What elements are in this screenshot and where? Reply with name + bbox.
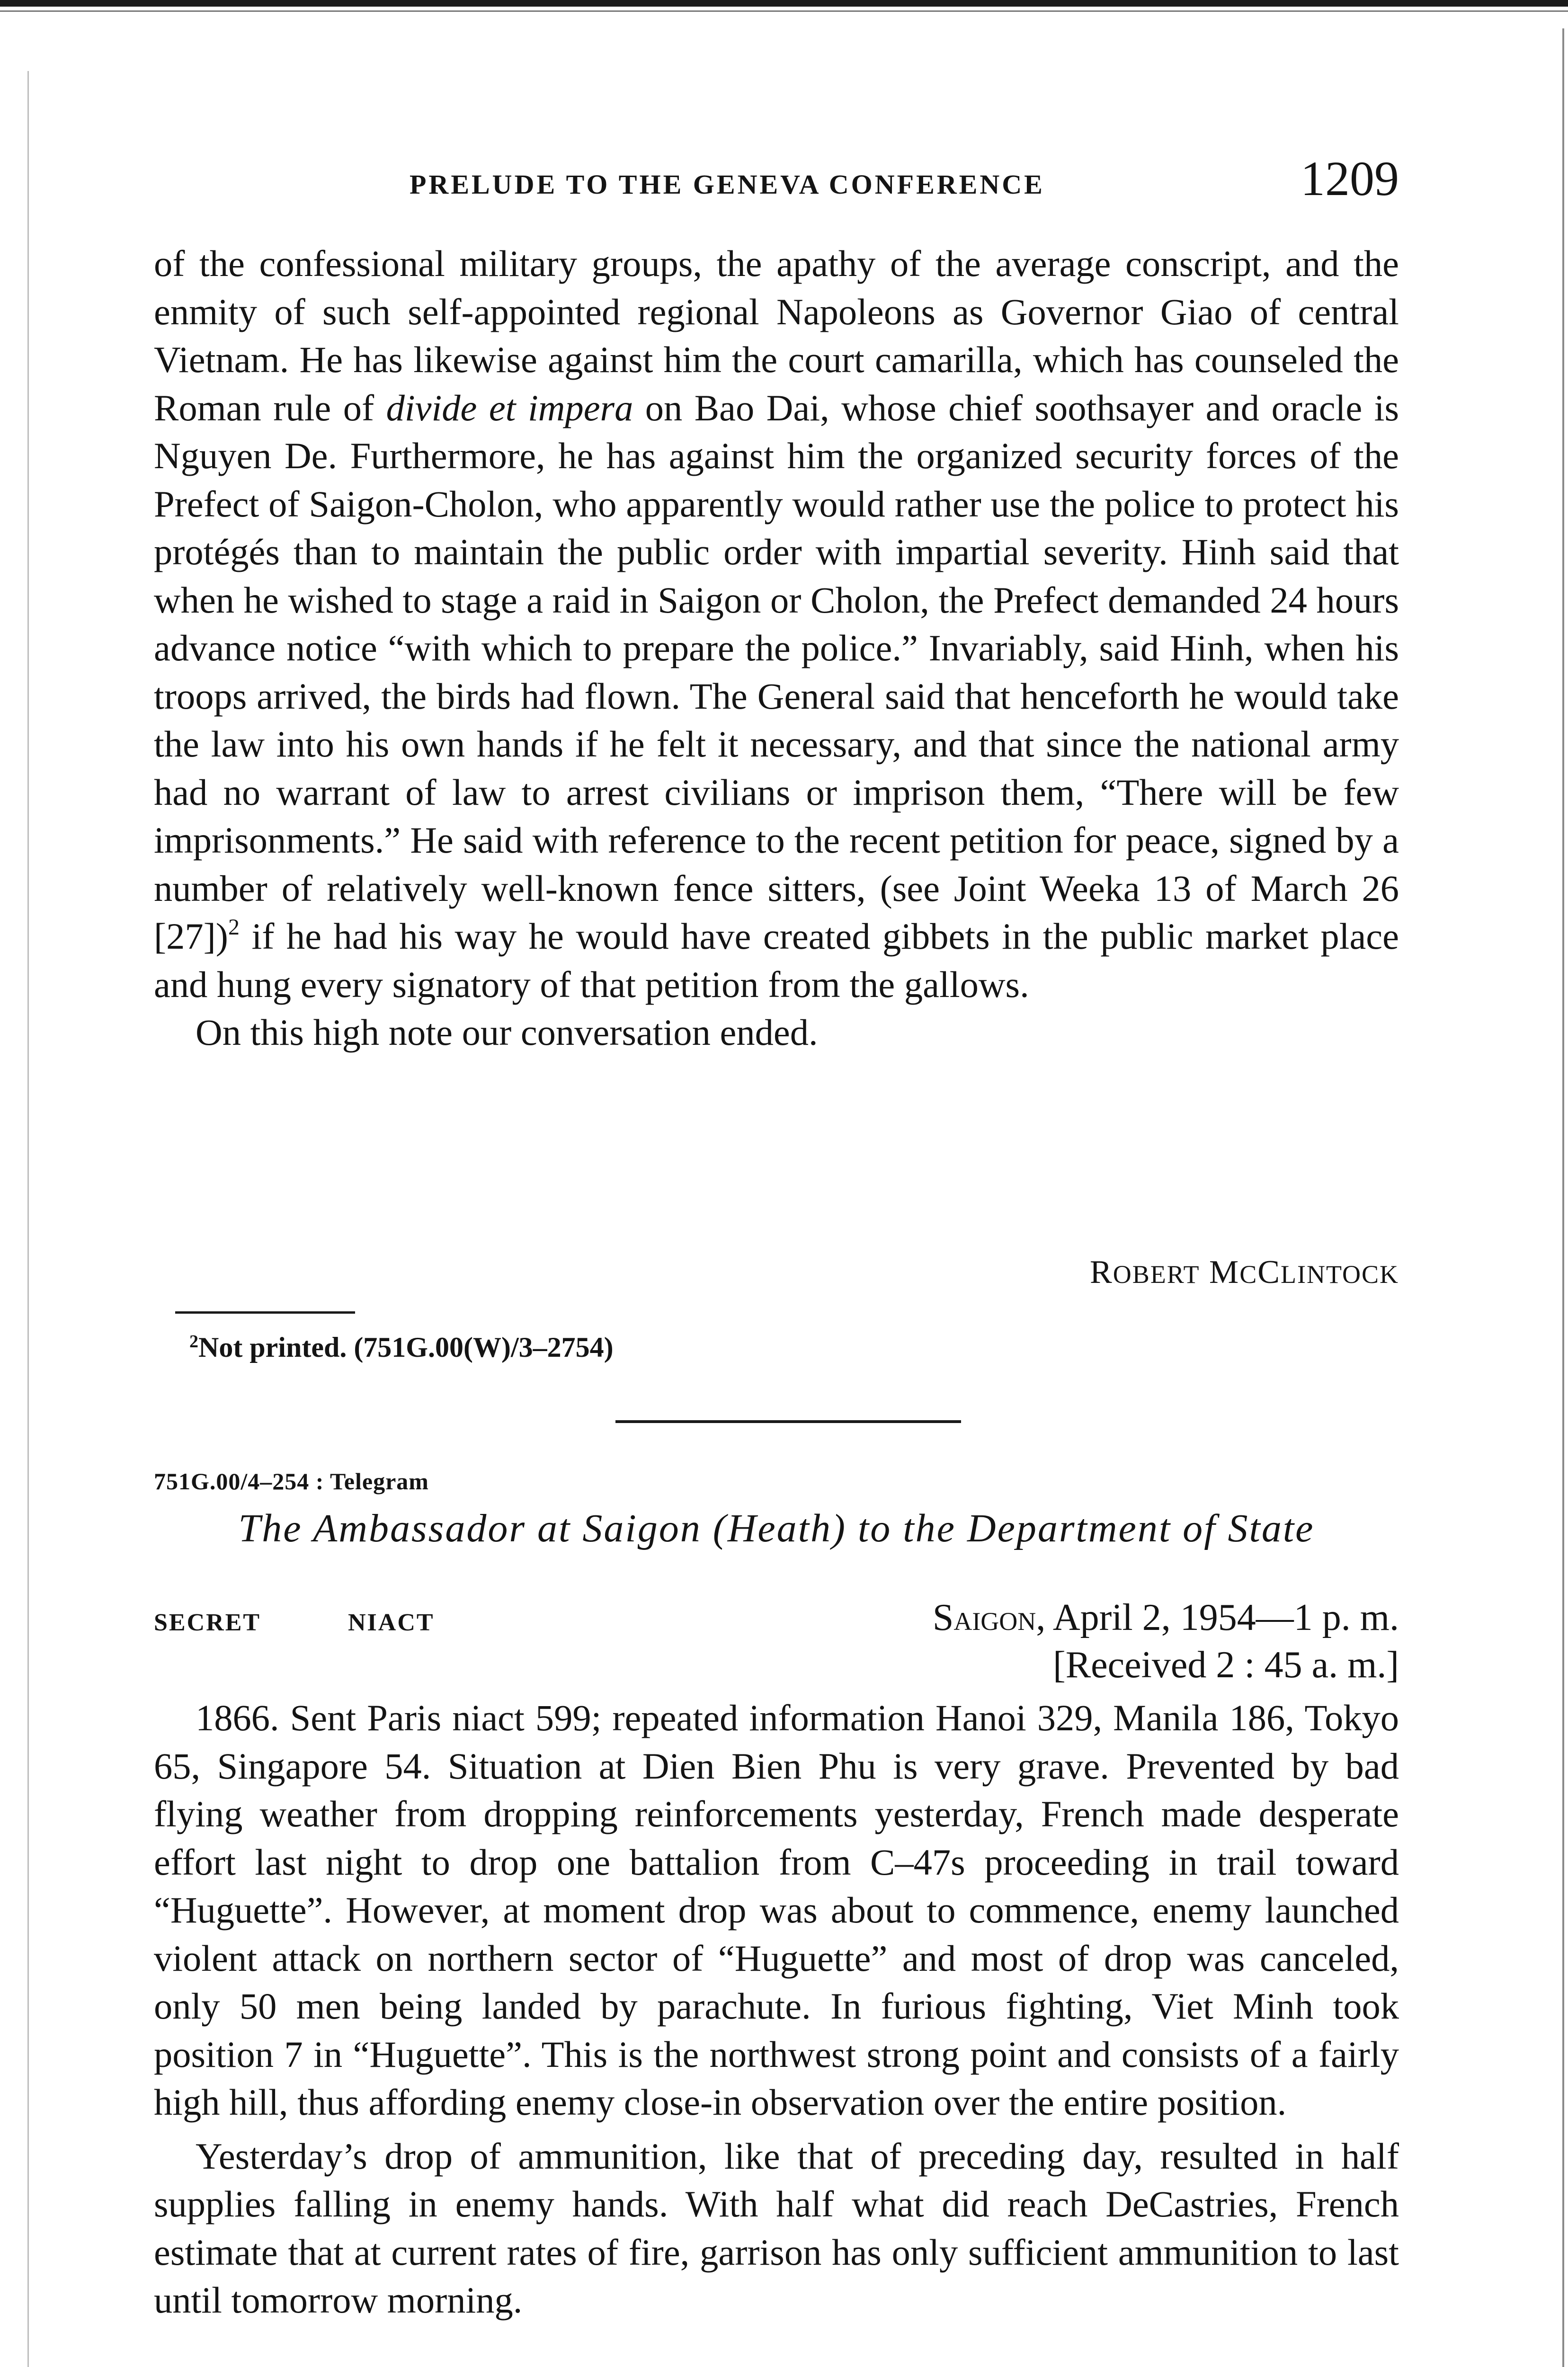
running-head: PRELUDE TO THE GENEVA CONFERENCE	[410, 169, 1045, 200]
sig-initial: C	[1257, 1254, 1281, 1290]
footnote	[189, 1331, 614, 1364]
sig-smallcaps: C	[1239, 1260, 1258, 1289]
page-number: 1209	[1301, 151, 1399, 206]
sig-initial: R	[1090, 1254, 1113, 1290]
scan-right-edge	[1562, 28, 1564, 2367]
footnote-rule	[175, 1311, 355, 1314]
paragraph: 1866. Sent Paris niact 599; repeated information Hanoi 329, Manila 186, Tokyo 65, Singapore 54. Situation at Dien Bien Phu is very grave. Prevented by bad flying weather from dropping reinforcements yesterday, French made desperate effort last night to drop one battalion from C–47s proceeding in trail toward “Huguette”. However, at moment drop was about to commence, enemy launched violent attack on northern sector of “Huguette” and most of drop was canceled, only 50 men being landed by parachute. In furious fighting, Viet Minh took position 7 in “Huguette”. This is the northwest strong point and consists of a fairly high hill, thus affording enemy close-in observation over the entire position.	[154, 1697, 1399, 2123]
received-line: [Received 2 : 45 a. m.]	[1053, 1644, 1399, 1686]
footnote-text: Not printed. (751G.00(W)/3–2754)	[198, 1332, 614, 1363]
document-reference: 751G.00/4–254 : Telegram	[154, 1468, 429, 1495]
document-title: The Ambassador at Saigon (Heath) to the Department of State	[238, 1506, 1315, 1550]
place-smallcaps: AIGON	[953, 1607, 1036, 1636]
paragraph: Yesterday’s drop of ammunition, like that of preceding day, resulted in half supplies falling in enemy hands. With half what did reach DeCastries, French estimate that at current rates of fire, garrison has only sufficient ammunition to last until tomorrow morning.	[154, 2135, 1399, 2321]
classification: SECRET	[154, 1609, 261, 1636]
paragraph: On this high note our conversation ended.	[196, 1012, 818, 1053]
text-run: on Bao Dai, whose chief soothsayer and oracle is Nguyen De. Furthermore, he has against him the organized security forces of the Prefect of Saigon-Cholon, who apparently would rather use the police to protect his protégés than to maintain the public order with impartial severity. Hinh said that when he wished to stage a raid in Saigon or Cholon, the Prefect demanded 24 hours advance notice “with which to prepare the police.” Invariably, said Hinh, when his troops arrived, the birds had flown. The General said that henceforth he would take the law into his own hands if he felt it necessary, and that since the national army had no warrant of law to arrest civilians or imprison them, “There will be few imprisonments.” He said with reference to the recent petition for peace, signed by a number of relatively well-known fence sitters, (see Joint Weeka 13 of March 26 [27])	[154, 387, 1399, 957]
date-text: , April 2, 1954—1 p. m.	[1036, 1597, 1399, 1638]
page-header	[154, 151, 1399, 217]
precedence: NIACT	[348, 1609, 435, 1636]
section-divider	[615, 1420, 961, 1423]
text-run: if he had his way he would have created gibbets in the public market place and hung every signatory of that petition from the gallows.	[154, 916, 1399, 1005]
latin-phrase: divide et impera	[386, 387, 633, 428]
sig-smallcaps: LINTOCK	[1281, 1260, 1399, 1289]
footnote-number: 2	[189, 1332, 198, 1352]
scan-top-edge	[0, 0, 1568, 7]
telegram-body	[154, 1694, 1399, 2324]
sig-smallcaps: OBERT	[1113, 1260, 1200, 1289]
scan-top-edge-thin	[0, 10, 1568, 12]
footnote-marker: 2	[228, 915, 240, 940]
signature	[1090, 1254, 1399, 1291]
paragraph	[154, 240, 1399, 1008]
scan-left-edge	[27, 71, 29, 2367]
dateline	[933, 1596, 1399, 1639]
place-initial: S	[932, 1597, 954, 1638]
sig-initial: M	[1209, 1254, 1240, 1290]
continuation-text	[154, 240, 1399, 1057]
text-run: of the confessional military groups, the apathy of the average conscript, and the enmity of such self-appointed regional Napoleons as Governor Giao of central Vietnam. He has likewise against him the court camarilla, which has counseled the Roman rule of	[154, 243, 1399, 428]
